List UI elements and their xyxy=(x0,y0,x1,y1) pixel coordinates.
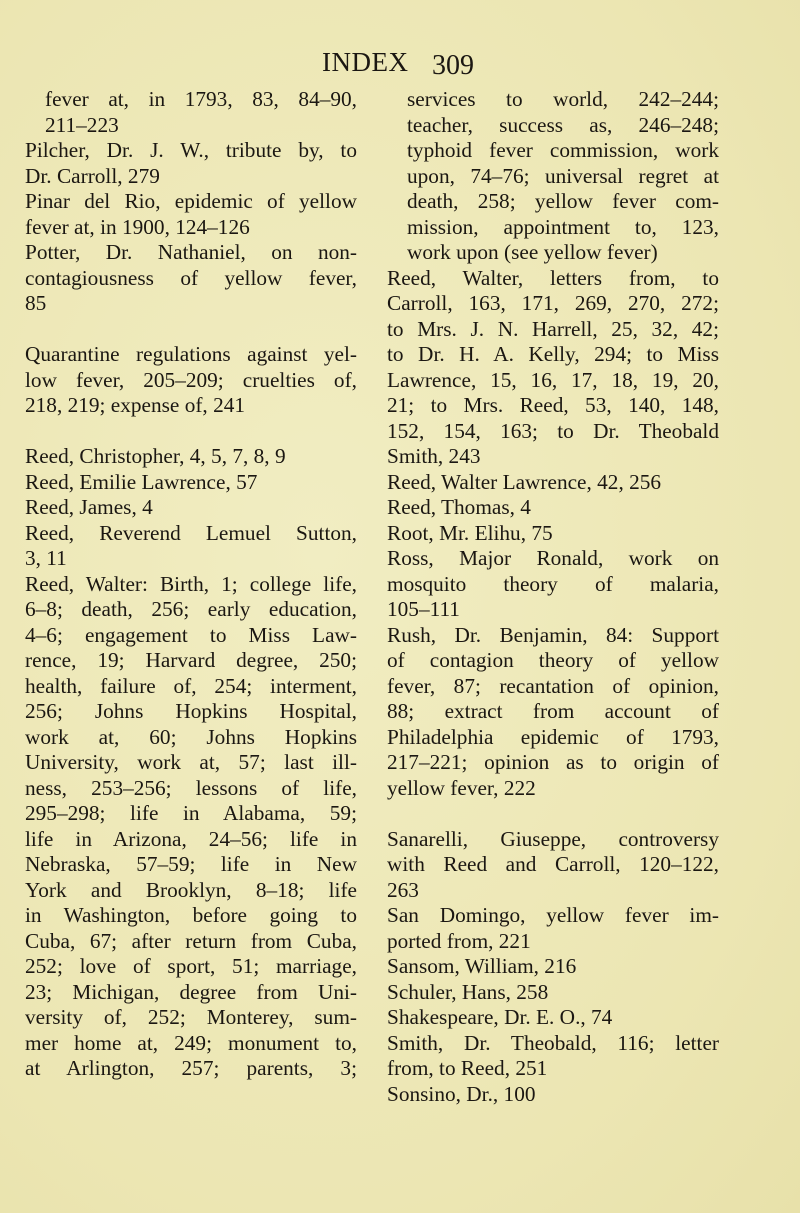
index-entry xyxy=(25,138,357,189)
index-line: 21; to Mrs. Reed, 53, 140, 148, xyxy=(387,393,719,417)
index-line: upon, 74–76; universal regret at xyxy=(407,163,719,188)
index-line: to Mrs. J. N. Harrell, 25, 32, 42; xyxy=(387,316,719,341)
index-entry xyxy=(387,954,719,980)
index-entry xyxy=(25,189,357,240)
running-head: INDEX xyxy=(322,47,409,77)
index-column-left xyxy=(25,87,357,1082)
index-entry xyxy=(387,266,719,470)
index-line: low fever, 205–209; cruelties of, xyxy=(25,367,357,392)
index-entry xyxy=(387,827,719,904)
index-line: 23; Michigan, degree from Uni- xyxy=(25,979,357,1004)
index-line: University, work at, 57; last ill- xyxy=(25,750,357,774)
index-entry xyxy=(387,470,719,496)
index-line: Rush, Dr. Benjamin, 84: Support xyxy=(387,622,719,647)
index-line: Potter, Dr. Nathaniel, on non- xyxy=(25,240,357,264)
index-entry xyxy=(387,521,719,547)
index-line: rence, 19; Harvard degree, 250; xyxy=(25,648,357,672)
index-line: typhoid fever commission, work xyxy=(407,138,719,162)
index-entry xyxy=(387,903,719,954)
section-gap xyxy=(25,419,357,445)
index-line: from, to Reed, 251 xyxy=(387,1056,548,1080)
index-line: Root, Mr. Elihu, 75 xyxy=(387,520,553,545)
index-line: Shakespeare, Dr. E. O., 74 xyxy=(387,1005,613,1029)
index-line: Ross, Major Ronald, work on xyxy=(387,546,719,570)
index-line: Sonsino, Dr., 100 xyxy=(387,1081,536,1106)
index-line: versity of, 252; Monterey, sum- xyxy=(25,1005,357,1029)
index-entry xyxy=(25,240,357,317)
page-number: 309 xyxy=(432,50,474,81)
index-line: Reed, Emilie Lawrence, 57 xyxy=(25,469,258,494)
index-entry xyxy=(25,521,357,572)
index-entry-continuation xyxy=(387,87,719,266)
index-line: fever at, in 1793, 83, 84–90, xyxy=(45,87,357,111)
index-line: contagiousness of yellow fever, xyxy=(25,265,357,290)
index-entry xyxy=(25,470,357,496)
index-line: fever at, in 1900, 124–126 xyxy=(25,214,250,239)
index-line: 3, 11 xyxy=(25,546,67,570)
section-gap xyxy=(25,317,357,343)
index-line: Reed, Walter: Birth, 1; college life, xyxy=(25,571,357,596)
index-entry xyxy=(25,444,357,470)
index-line: Philadelphia epidemic of 1793, xyxy=(387,724,719,749)
index-line: York and Brooklyn, 8–18; life xyxy=(25,877,357,902)
index-line: work at, 60; Johns Hopkins xyxy=(25,724,357,749)
index-line: 256; Johns Hopkins Hospital, xyxy=(25,699,357,723)
index-entry xyxy=(387,623,719,802)
index-line: 252; love of sport, 51; marriage, xyxy=(25,954,357,978)
index-line: of contagion theory of yellow xyxy=(387,648,719,672)
index-entry xyxy=(387,546,719,623)
index-line: Reed, Thomas, 4 xyxy=(387,495,531,519)
index-line: Nebraska, 57–59; life in New xyxy=(25,852,357,876)
index-line: 218, 219; expense of, 241 xyxy=(25,393,246,417)
index-line: to Dr. H. A. Kelly, 294; to Miss xyxy=(387,342,719,366)
index-line: Smith, 243 xyxy=(387,444,481,468)
index-line: Dr. Carroll, 279 xyxy=(25,163,160,188)
index-line: Carroll, 163, 171, 269, 270, 272; xyxy=(387,291,719,315)
index-line: Pinar del Rio, epidemic of yellow xyxy=(25,189,357,213)
index-line: Reed, James, 4 xyxy=(25,495,153,519)
index-line: services to world, 242–244; xyxy=(407,87,719,111)
index-entry xyxy=(387,1031,719,1082)
index-line: Reed, Walter, letters from, to xyxy=(387,265,719,290)
section-gap xyxy=(387,801,719,827)
index-line: 295–298; life in Alabama, 59; xyxy=(25,801,357,825)
index-line: in Washington, before going to xyxy=(25,903,357,927)
index-line: death, 258; yellow fever com- xyxy=(407,189,719,213)
index-line: 105–111 xyxy=(387,597,460,621)
index-line: 88; extract from account of xyxy=(387,699,719,723)
index-line: yellow fever, 222 xyxy=(387,775,536,800)
index-entry xyxy=(25,495,357,521)
index-line: mosquito theory of malaria, xyxy=(387,571,719,596)
index-line: ness, 253–256; lessons of life, xyxy=(25,775,357,800)
index-line: Reed, Walter Lawrence, 42, 256 xyxy=(387,469,662,494)
index-entry xyxy=(25,342,357,419)
index-column-right xyxy=(387,87,719,1107)
index-line: with Reed and Carroll, 120–122, xyxy=(387,852,719,876)
index-line: Cuba, 67; after return from Cuba, xyxy=(25,928,357,953)
index-line: 6–8; death, 256; early education, xyxy=(25,597,357,621)
index-line: 85 xyxy=(25,291,47,315)
index-line: teacher, success as, 246–248; xyxy=(407,112,719,137)
index-line: Smith, Dr. Theobald, 116; letter xyxy=(387,1030,719,1055)
index-line: Reed, Christopher, 4, 5, 7, 8, 9 xyxy=(25,444,286,468)
index-line: Lawrence, 15, 16, 17, 18, 19, 20, xyxy=(387,367,719,392)
index-entry xyxy=(387,980,719,1006)
page-header xyxy=(0,47,800,87)
index-line: 211–223 xyxy=(45,112,119,137)
index-entry xyxy=(387,1082,719,1108)
index-entry-continuation xyxy=(25,87,357,138)
index-line: mission, appointment to, 123, xyxy=(407,214,719,239)
index-line: Schuler, Hans, 258 xyxy=(387,979,549,1004)
index-line: at Arlington, 257; parents, 3; xyxy=(25,1056,357,1080)
index-line: 217–221; opinion as to origin of xyxy=(387,750,719,774)
index-line: San Domingo, yellow fever im- xyxy=(387,903,719,927)
index-line: life in Arizona, 24–56; life in xyxy=(25,826,357,851)
index-line: 152, 154, 163; to Dr. Theobald xyxy=(387,418,719,443)
index-line: mer home at, 249; monument to, xyxy=(25,1030,357,1055)
index-line: work upon (see yellow fever) xyxy=(407,240,658,264)
index-line: Reed, Reverend Lemuel Sutton, xyxy=(25,520,357,545)
index-line: Quarantine regulations against yel- xyxy=(25,342,357,366)
index-entry xyxy=(25,572,357,1082)
index-line: 263 xyxy=(387,877,419,902)
index-line: Sansom, William, 216 xyxy=(387,954,577,978)
index-line: ported from, 221 xyxy=(387,928,531,953)
index-entry xyxy=(387,1005,719,1031)
index-line: Sanarelli, Giuseppe, controversy xyxy=(387,826,719,851)
index-line: fever, 87; recantation of opinion, xyxy=(387,673,719,698)
index-entry xyxy=(387,495,719,521)
index-line: health, failure of, 254; interment, xyxy=(25,673,357,698)
index-line: Pilcher, Dr. J. W., tribute by, to xyxy=(25,138,357,162)
index-line: 4–6; engagement to Miss Law- xyxy=(25,622,357,647)
